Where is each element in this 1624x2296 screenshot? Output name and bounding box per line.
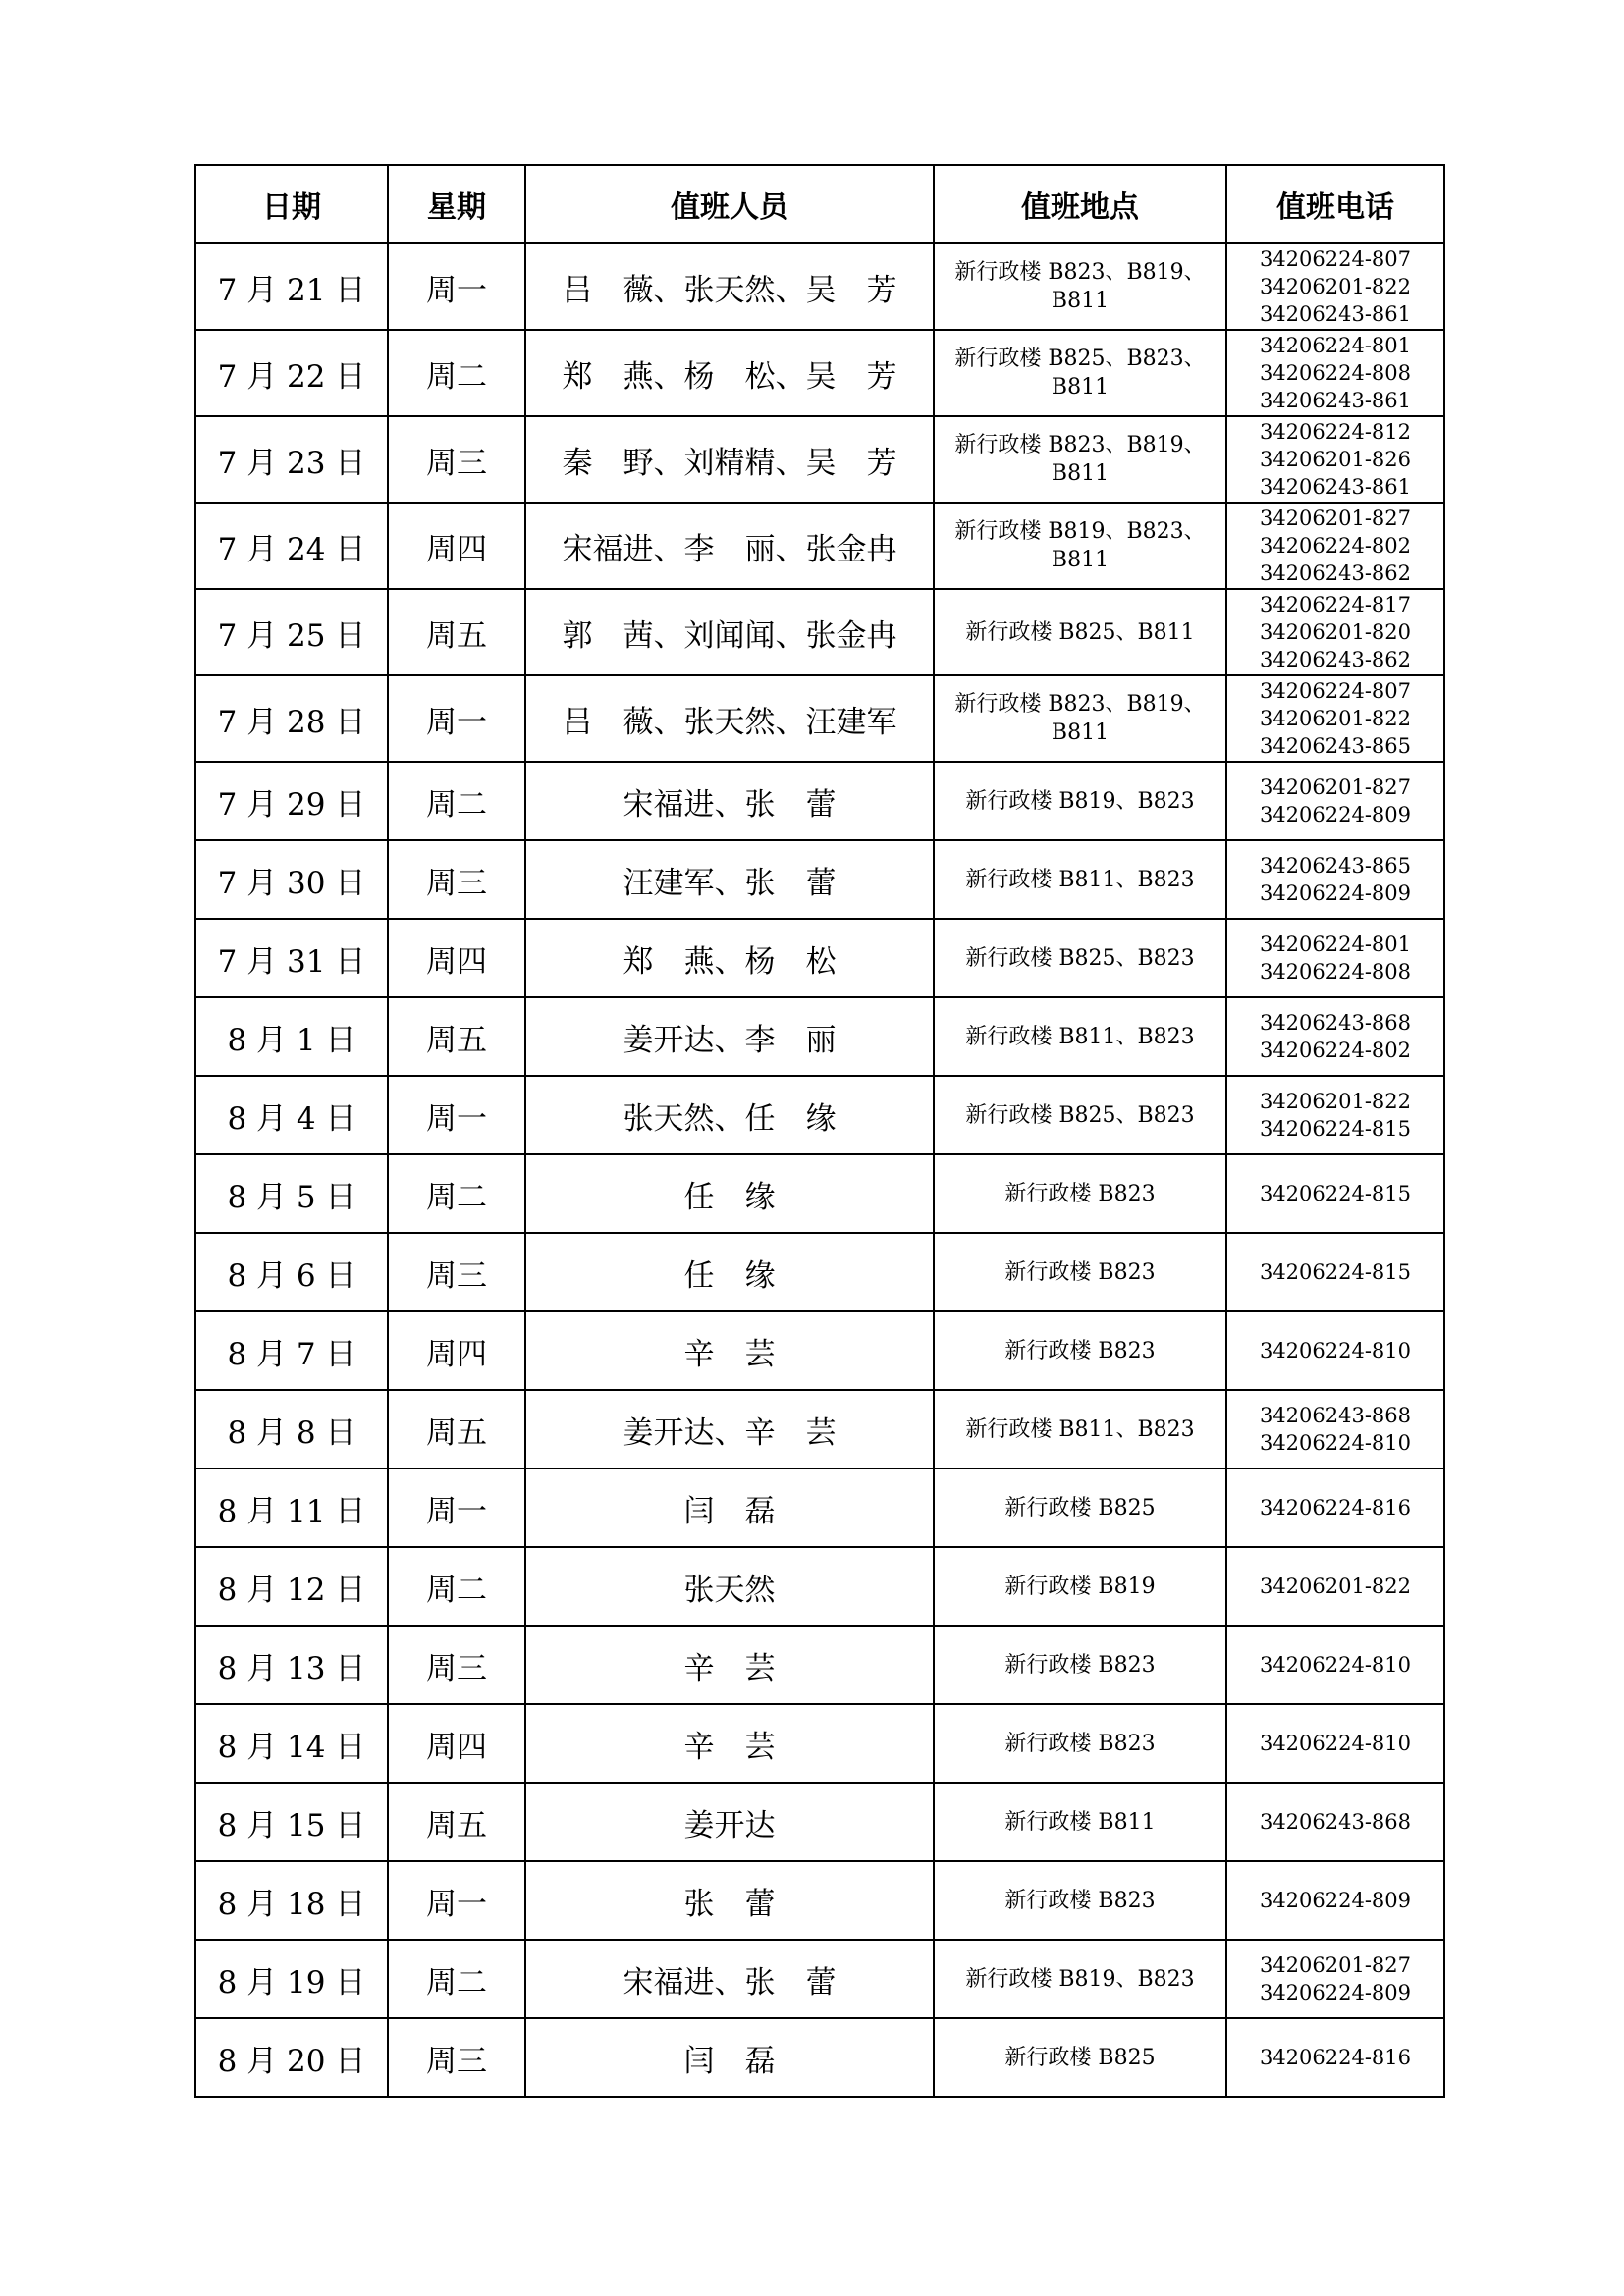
duty-schedule-table — [194, 164, 1445, 2098]
duty-weekday: 周二 — [388, 1154, 525, 1233]
location-line: 新行政楼 B811 — [1004, 1809, 1156, 1835]
phone-number: 34206224-812 — [1259, 420, 1412, 444]
phone-number: 34206224-810 — [1259, 1431, 1412, 1455]
phone-number: 34206243-861 — [1259, 302, 1412, 326]
header-row — [195, 165, 1444, 243]
duty-weekday: 周三 — [388, 840, 525, 919]
duty-location — [934, 1626, 1226, 1704]
duty-location — [934, 675, 1226, 762]
duty-phone — [1226, 997, 1444, 1076]
phone-number: 34206224-809 — [1259, 803, 1412, 827]
duty-staff: 郑 燕、杨 松 — [525, 919, 934, 997]
duty-location — [934, 1311, 1226, 1390]
header-staff: 值班人员 — [525, 165, 934, 243]
duty-weekday: 周二 — [388, 330, 525, 416]
phone-number: 34206201-827 — [1259, 775, 1412, 799]
phone-number: 34206243-862 — [1259, 561, 1412, 585]
duty-date: 8 月 1 日 — [195, 997, 388, 1076]
location-line: 新行政楼 B823 — [1004, 1652, 1156, 1678]
table-row — [195, 503, 1444, 589]
duty-phone — [1226, 919, 1444, 997]
duty-phone — [1226, 243, 1444, 330]
duty-date: 8 月 13 日 — [195, 1626, 388, 1704]
phone-number: 34206224-802 — [1259, 1039, 1412, 1062]
duty-phone — [1226, 330, 1444, 416]
location-line: 新行政楼 B819、B823 — [965, 788, 1195, 814]
duty-weekday: 周二 — [388, 1940, 525, 2018]
location-line: 新行政楼 B825、B823 — [965, 1102, 1195, 1128]
duty-phone — [1226, 1233, 1444, 1311]
duty-phone — [1226, 1311, 1444, 1390]
location-line: 新行政楼 B823、B819、 — [954, 260, 1206, 285]
duty-staff: 闫 磊 — [525, 1468, 934, 1547]
duty-staff: 辛 芸 — [525, 1704, 934, 1783]
phone-number: 34206243-861 — [1259, 389, 1412, 412]
duty-date: 8 月 8 日 — [195, 1390, 388, 1468]
table-row — [195, 1468, 1444, 1547]
table-row — [195, 1233, 1444, 1311]
duty-location — [934, 762, 1226, 840]
duty-staff: 闫 磊 — [525, 2018, 934, 2097]
phone-number: 34206201-822 — [1259, 275, 1412, 298]
duty-phone — [1226, 1547, 1444, 1626]
duty-phone — [1226, 416, 1444, 503]
phone-number: 34206224-816 — [1259, 1496, 1412, 1520]
duty-weekday: 周一 — [388, 1861, 525, 1940]
phone-number: 34206224-801 — [1259, 334, 1412, 357]
duty-staff: 姜开达、李 丽 — [525, 997, 934, 1076]
duty-date: 7 月 22 日 — [195, 330, 388, 416]
duty-date: 7 月 28 日 — [195, 675, 388, 762]
duty-location — [934, 1233, 1226, 1311]
duty-weekday: 周五 — [388, 1783, 525, 1861]
duty-date: 8 月 19 日 — [195, 1940, 388, 2018]
location-line: 新行政楼 B825、B811 — [965, 619, 1195, 645]
duty-staff: 任 缘 — [525, 1233, 934, 1311]
phone-number: 34206224-815 — [1259, 1182, 1412, 1205]
duty-staff: 郭 茜、刘闻闻、张金冉 — [525, 589, 934, 675]
phone-number: 34206224-810 — [1259, 1732, 1412, 1755]
location-line: 新行政楼 B825 — [1004, 2045, 1156, 2070]
phone-number: 34206224-808 — [1259, 361, 1412, 385]
duty-location — [934, 1940, 1226, 2018]
duty-phone — [1226, 1076, 1444, 1154]
location-line: 新行政楼 B823 — [1004, 1181, 1156, 1206]
duty-phone — [1226, 503, 1444, 589]
phone-number: 34206224-807 — [1259, 247, 1412, 271]
duty-location — [934, 243, 1226, 330]
phone-number: 34206243-868 — [1259, 1011, 1412, 1035]
location-line: 新行政楼 B819、B823、 — [954, 519, 1206, 544]
duty-date: 8 月 4 日 — [195, 1076, 388, 1154]
table-row — [195, 675, 1444, 762]
duty-phone — [1226, 1390, 1444, 1468]
location-line: B811 — [1051, 548, 1110, 572]
table-row — [195, 1704, 1444, 1783]
duty-phone — [1226, 1783, 1444, 1861]
duty-weekday: 周四 — [388, 1311, 525, 1390]
duty-phone — [1226, 1861, 1444, 1940]
duty-staff: 吕 薇、张天然、吴 芳 — [525, 243, 934, 330]
duty-weekday: 周一 — [388, 243, 525, 330]
duty-phone — [1226, 1468, 1444, 1547]
duty-date: 7 月 21 日 — [195, 243, 388, 330]
duty-staff: 汪建军、张 蕾 — [525, 840, 934, 919]
phone-number: 34206224-809 — [1259, 1889, 1412, 1912]
duty-location — [934, 1861, 1226, 1940]
duty-staff: 辛 芸 — [525, 1626, 934, 1704]
duty-phone — [1226, 1154, 1444, 1233]
location-line: 新行政楼 B823 — [1004, 1259, 1156, 1285]
duty-staff: 姜开达、辛 芸 — [525, 1390, 934, 1468]
duty-date: 8 月 15 日 — [195, 1783, 388, 1861]
duty-location — [934, 997, 1226, 1076]
duty-staff: 张天然 — [525, 1547, 934, 1626]
duty-weekday: 周四 — [388, 1704, 525, 1783]
duty-weekday: 周三 — [388, 416, 525, 503]
phone-number: 34206243-862 — [1259, 648, 1412, 671]
phone-number: 34206224-810 — [1259, 1653, 1412, 1677]
duty-location — [934, 589, 1226, 675]
table-body — [195, 243, 1444, 2097]
phone-number: 34206201-822 — [1259, 707, 1412, 730]
phone-number: 34206201-822 — [1259, 1575, 1412, 1598]
phone-number: 34206201-822 — [1259, 1090, 1412, 1113]
location-line: B811 — [1051, 721, 1110, 745]
phone-number: 34206201-826 — [1259, 448, 1412, 471]
phone-number: 34206201-827 — [1259, 507, 1412, 530]
phone-number: 34206224-802 — [1259, 534, 1412, 558]
phone-number: 34206201-820 — [1259, 620, 1412, 644]
duty-weekday: 周一 — [388, 675, 525, 762]
table-row — [195, 1861, 1444, 1940]
table-row — [195, 2018, 1444, 2097]
location-line: B811 — [1051, 289, 1110, 313]
duty-date: 8 月 6 日 — [195, 1233, 388, 1311]
table-row — [195, 919, 1444, 997]
duty-phone — [1226, 1940, 1444, 2018]
duty-date: 8 月 20 日 — [195, 2018, 388, 2097]
duty-date: 8 月 5 日 — [195, 1154, 388, 1233]
duty-weekday: 周四 — [388, 503, 525, 589]
duty-date: 7 月 30 日 — [195, 840, 388, 919]
location-line: 新行政楼 B819、B823 — [965, 1966, 1195, 1992]
duty-date: 7 月 29 日 — [195, 762, 388, 840]
phone-number: 34206243-868 — [1259, 1404, 1412, 1427]
phone-number: 34206243-861 — [1259, 475, 1412, 499]
duty-weekday: 周二 — [388, 762, 525, 840]
header-location: 值班地点 — [934, 165, 1226, 243]
header-weekday: 星期 — [388, 165, 525, 243]
location-line: 新行政楼 B823 — [1004, 1338, 1156, 1363]
duty-date: 8 月 14 日 — [195, 1704, 388, 1783]
location-line: 新行政楼 B825 — [1004, 1495, 1156, 1521]
duty-staff: 秦 野、刘精精、吴 芳 — [525, 416, 934, 503]
location-line: 新行政楼 B811、B823 — [965, 1024, 1195, 1049]
duty-date: 8 月 18 日 — [195, 1861, 388, 1940]
duty-location — [934, 503, 1226, 589]
phone-number: 34206243-865 — [1259, 854, 1412, 878]
phone-number: 34206224-815 — [1259, 1117, 1412, 1141]
table-row — [195, 1154, 1444, 1233]
duty-weekday: 周五 — [388, 1390, 525, 1468]
duty-location — [934, 1390, 1226, 1468]
duty-staff: 宋福进、李 丽、张金冉 — [525, 503, 934, 589]
duty-location — [934, 1783, 1226, 1861]
table-row — [195, 840, 1444, 919]
duty-location — [934, 330, 1226, 416]
duty-staff: 郑 燕、杨 松、吴 芳 — [525, 330, 934, 416]
duty-location — [934, 1704, 1226, 1783]
table-row — [195, 762, 1444, 840]
duty-phone — [1226, 1704, 1444, 1783]
duty-phone — [1226, 675, 1444, 762]
table-row — [195, 589, 1444, 675]
duty-staff: 宋福进、张 蕾 — [525, 1940, 934, 2018]
location-line: B811 — [1051, 461, 1110, 486]
duty-date: 7 月 23 日 — [195, 416, 388, 503]
duty-staff: 辛 芸 — [525, 1311, 934, 1390]
duty-location — [934, 416, 1226, 503]
location-line: B811 — [1051, 375, 1110, 400]
phone-number: 34206224-808 — [1259, 960, 1412, 984]
duty-phone — [1226, 1626, 1444, 1704]
table-row — [195, 1626, 1444, 1704]
table-row — [195, 1390, 1444, 1468]
duty-weekday: 周五 — [388, 997, 525, 1076]
duty-weekday: 周三 — [388, 1233, 525, 1311]
phone-number: 34206224-810 — [1259, 1339, 1412, 1362]
table-row — [195, 330, 1444, 416]
duty-date: 8 月 11 日 — [195, 1468, 388, 1547]
duty-staff: 吕 薇、张天然、汪建军 — [525, 675, 934, 762]
duty-phone — [1226, 2018, 1444, 2097]
phone-number: 34206224-816 — [1259, 2046, 1412, 2069]
duty-location — [934, 1468, 1226, 1547]
header-phone: 值班电话 — [1226, 165, 1444, 243]
duty-staff: 张 蕾 — [525, 1861, 934, 1940]
duty-date: 7 月 25 日 — [195, 589, 388, 675]
duty-weekday: 周四 — [388, 919, 525, 997]
duty-phone — [1226, 589, 1444, 675]
duty-weekday: 周三 — [388, 2018, 525, 2097]
duty-staff: 任 缘 — [525, 1154, 934, 1233]
duty-date: 7 月 24 日 — [195, 503, 388, 589]
phone-number: 34206224-809 — [1259, 1981, 1412, 2004]
duty-staff: 张天然、任 缘 — [525, 1076, 934, 1154]
duty-weekday: 周一 — [388, 1076, 525, 1154]
table-row — [195, 1076, 1444, 1154]
duty-weekday: 周五 — [388, 589, 525, 675]
location-line: 新行政楼 B823 — [1004, 1888, 1156, 1913]
phone-number: 34206201-827 — [1259, 1953, 1412, 1977]
header-date: 日期 — [195, 165, 388, 243]
table-row — [195, 1940, 1444, 2018]
duty-date: 7 月 31 日 — [195, 919, 388, 997]
duty-location — [934, 1547, 1226, 1626]
duty-weekday: 周一 — [388, 1468, 525, 1547]
phone-number: 34206224-809 — [1259, 881, 1412, 905]
location-line: 新行政楼 B823、B819、 — [954, 692, 1206, 717]
duty-date: 8 月 7 日 — [195, 1311, 388, 1390]
table-row — [195, 997, 1444, 1076]
table-row — [195, 416, 1444, 503]
duty-location — [934, 919, 1226, 997]
duty-staff: 姜开达 — [525, 1783, 934, 1861]
table-row — [195, 1783, 1444, 1861]
duty-location — [934, 1154, 1226, 1233]
phone-number: 34206224-815 — [1259, 1260, 1412, 1284]
duty-staff: 宋福进、张 蕾 — [525, 762, 934, 840]
duty-date: 8 月 12 日 — [195, 1547, 388, 1626]
location-line: 新行政楼 B819 — [1004, 1574, 1156, 1599]
duty-location — [934, 840, 1226, 919]
location-line: 新行政楼 B825、B823 — [965, 945, 1195, 971]
table-row — [195, 243, 1444, 330]
duty-location — [934, 1076, 1226, 1154]
phone-number: 34206224-807 — [1259, 679, 1412, 703]
duty-location — [934, 2018, 1226, 2097]
phone-number: 34206243-868 — [1259, 1810, 1412, 1834]
location-line: 新行政楼 B811、B823 — [965, 867, 1195, 892]
phone-number: 34206243-865 — [1259, 734, 1412, 758]
location-line: 新行政楼 B825、B823、 — [954, 347, 1206, 371]
phone-number: 34206224-817 — [1259, 593, 1412, 616]
location-line: 新行政楼 B823、B819、 — [954, 433, 1206, 457]
table-row — [195, 1311, 1444, 1390]
location-line: 新行政楼 B811、B823 — [965, 1416, 1195, 1442]
table-row — [195, 1547, 1444, 1626]
phone-number: 34206224-801 — [1259, 933, 1412, 956]
location-line: 新行政楼 B823 — [1004, 1731, 1156, 1756]
duty-weekday: 周二 — [388, 1547, 525, 1626]
duty-phone — [1226, 840, 1444, 919]
duty-weekday: 周三 — [388, 1626, 525, 1704]
duty-phone — [1226, 762, 1444, 840]
